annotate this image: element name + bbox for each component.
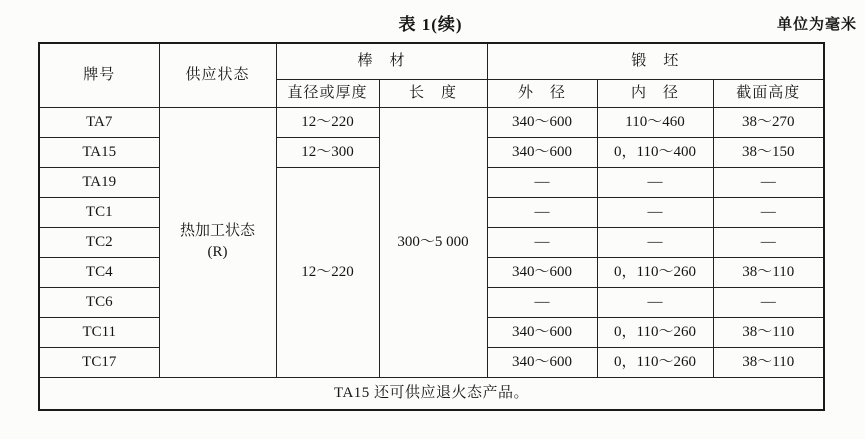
inner-diameter-cell: 0，110～260: [597, 257, 713, 287]
footnote-row: [39, 377, 824, 410]
section-height-cell: 38～110: [713, 347, 824, 377]
col-header-length: 长 度: [379, 79, 487, 107]
inner-diameter-cell: —: [597, 227, 713, 257]
section-height-cell: 38～110: [713, 257, 824, 287]
outer-diameter-cell: —: [487, 197, 597, 227]
col-group-forging: 锻 坯: [487, 43, 824, 79]
outer-diameter-cell: —: [487, 227, 597, 257]
grade-cell: TC1: [39, 197, 159, 227]
section-height-cell: —: [713, 167, 824, 197]
diameter-cell: 12～300: [276, 137, 379, 167]
unit-note: 单位为毫米: [776, 17, 857, 33]
header-row-groups: [39, 43, 824, 79]
grade-cell: TC17: [39, 347, 159, 377]
col-header-section-height: 截面高度: [713, 79, 824, 107]
outer-diameter-cell: —: [487, 287, 597, 317]
inner-diameter-cell: —: [597, 167, 713, 197]
supply-condition-line1: 热加工状态: [179, 223, 255, 240]
inner-diameter-cell: 0，110～260: [597, 347, 713, 377]
spec-table: [38, 42, 825, 411]
inner-diameter-cell: 0，110～400: [597, 137, 713, 167]
col-header-grade: 牌号: [39, 43, 159, 107]
col-header-outer-diameter: 外 径: [487, 79, 597, 107]
section-height-cell: 38～270: [713, 107, 824, 137]
footnote-text: TA15 还可供应退火态产品。: [39, 377, 824, 410]
section-height-cell: 38～110: [713, 317, 824, 347]
col-header-inner-diameter: 内 径: [597, 79, 713, 107]
grade-cell: TA7: [39, 107, 159, 137]
outer-diameter-cell: 340～600: [487, 137, 597, 167]
length-merged-cell: 300～5 000: [379, 107, 487, 377]
outer-diameter-cell: —: [487, 167, 597, 197]
section-height-cell: —: [713, 197, 824, 227]
grade-cell: TC4: [39, 257, 159, 287]
col-header-supply-condition: 供应状态: [159, 43, 276, 107]
table-title: 表 1(续): [398, 15, 463, 34]
grade-cell: TA19: [39, 167, 159, 197]
inner-diameter-cell: —: [597, 287, 713, 317]
section-height-cell: —: [713, 287, 824, 317]
grade-cell: TC2: [39, 227, 159, 257]
inner-diameter-cell: —: [597, 197, 713, 227]
section-height-cell: 38～150: [713, 137, 824, 167]
grade-cell: TA15: [39, 137, 159, 167]
diameter-cell: 12～220: [276, 107, 379, 137]
supply-condition-cell: [159, 107, 276, 377]
inner-diameter-cell: 0，110～260: [597, 317, 713, 347]
col-header-diameter-or-thickness: 直径或厚度: [276, 79, 379, 107]
supply-condition-line2: (R): [207, 244, 228, 260]
section-height-cell: —: [713, 227, 824, 257]
outer-diameter-cell: 340～600: [487, 347, 597, 377]
diameter-merged-cell: 12～220: [276, 167, 379, 377]
grade-cell: TC6: [39, 287, 159, 317]
col-group-bar: 棒 材: [276, 43, 487, 79]
grade-cell: TC11: [39, 317, 159, 347]
outer-diameter-cell: 340～600: [487, 107, 597, 137]
table-row: [39, 107, 824, 137]
inner-diameter-cell: 110～460: [597, 107, 713, 137]
outer-diameter-cell: 340～600: [487, 257, 597, 287]
outer-diameter-cell: 340～600: [487, 317, 597, 347]
